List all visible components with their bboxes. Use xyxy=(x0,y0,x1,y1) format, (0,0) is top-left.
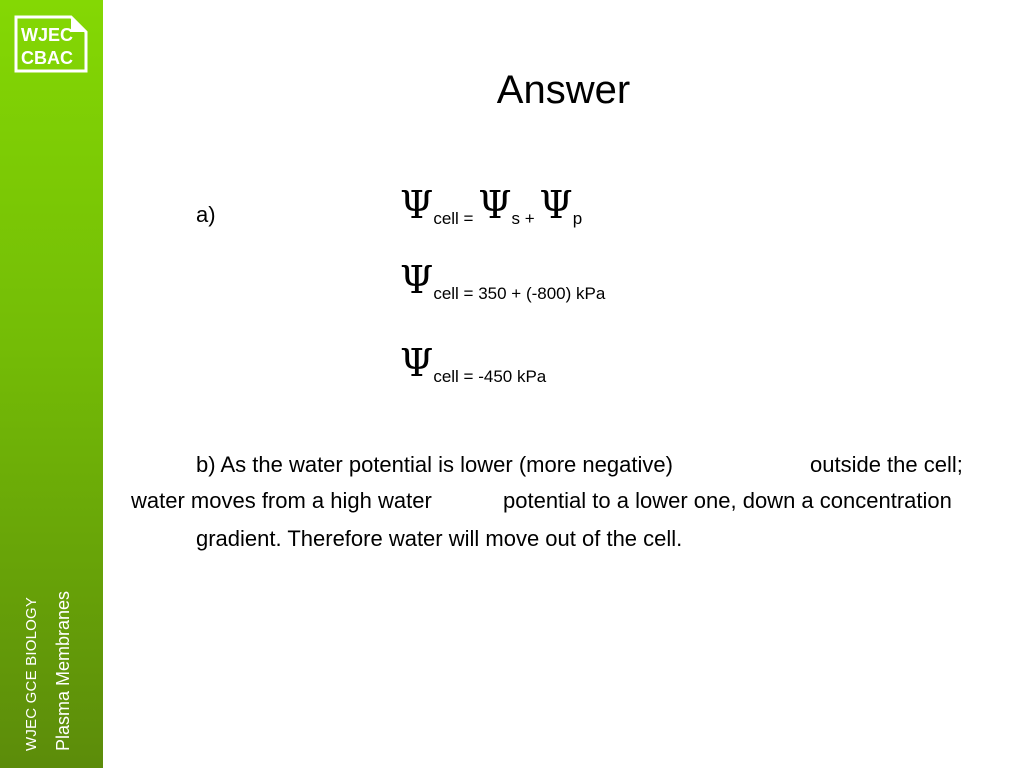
eq1-cell-subscript: cell = xyxy=(433,209,479,228)
psi-symbol: Ψ xyxy=(400,341,434,385)
logo-line-2: CBAC xyxy=(21,48,73,68)
logo-line-1: WJEC xyxy=(21,25,74,45)
part-a-label: a) xyxy=(196,202,216,227)
eq2-rhs: cell = 350 + (-800) kPa xyxy=(433,284,606,303)
course-label: WJEC GCE BIOLOGY xyxy=(23,596,40,751)
psi-symbol: Ψ xyxy=(400,258,434,302)
wjec-cbac-logo xyxy=(13,14,89,74)
equation-line-1 xyxy=(400,183,582,227)
part-b-line-2a: water moves from a high water xyxy=(131,488,432,513)
eq3-rhs: cell = -450 kPa xyxy=(433,367,547,386)
part-b-line-1a: b) As the water potential is lower (more negative) xyxy=(196,452,673,477)
equation-line-2 xyxy=(400,258,605,302)
slide-title: Answer xyxy=(496,68,631,112)
psi-symbol: Ψ xyxy=(400,183,434,227)
eq1-p-subscript: p xyxy=(572,209,583,228)
eq1-s-subscript: s + xyxy=(511,209,540,228)
sidebar xyxy=(0,0,103,768)
psi-symbol: Ψ xyxy=(539,183,573,227)
equation-line-3 xyxy=(400,341,546,385)
part-b-line-3: gradient. Therefore water will move out of the cell. xyxy=(196,526,683,551)
part-b-line-1b: outside the cell; xyxy=(810,452,963,477)
psi-symbol: Ψ xyxy=(478,183,512,227)
topic-label: Plasma Membranes xyxy=(53,590,73,751)
part-b-line-2b: potential to a lower one, down a concentration xyxy=(503,488,952,513)
